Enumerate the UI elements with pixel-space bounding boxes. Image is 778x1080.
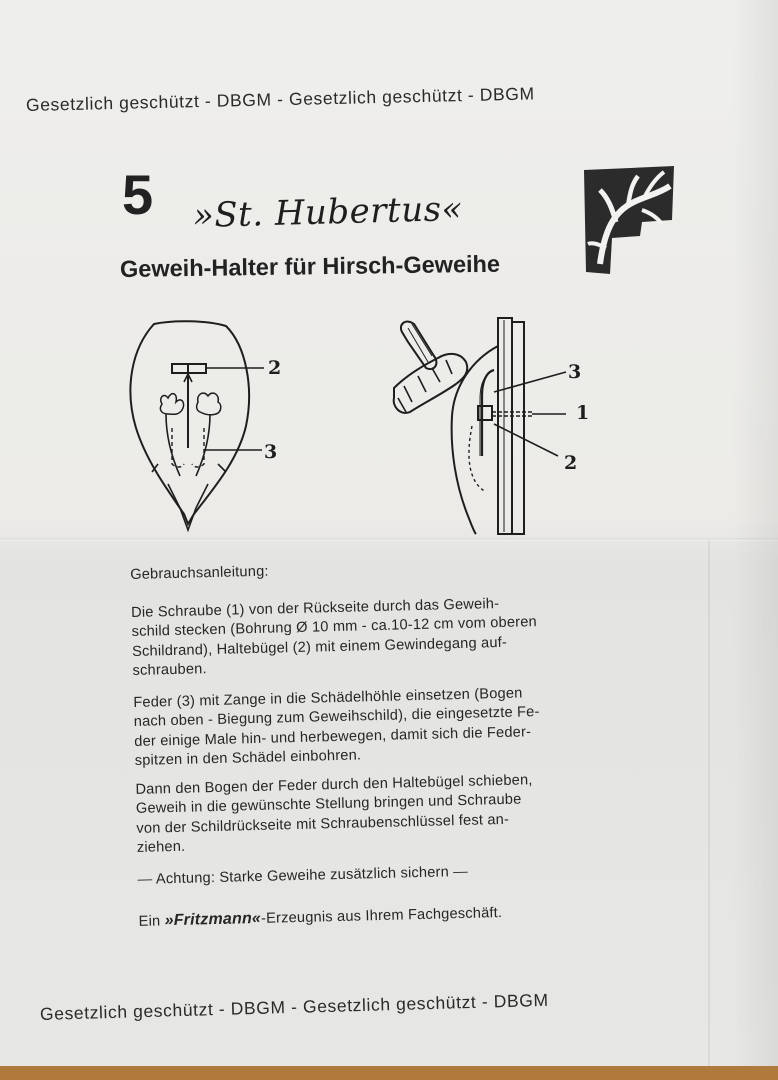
paper-fold-vertical (708, 540, 710, 1080)
footer-suffix: -Erzeugnis aus Ihrem Fachgeschäft. (260, 905, 503, 927)
text-line: Die Schraube (1) von der Rückseite durch das Geweih- (130, 595, 500, 621)
text-line: schild stecken (Bohrung Ø 10 mm - ca.10-12 cm vom oberen (131, 614, 538, 640)
protection-notice-top: Gesetzlich geschützt - DBGM - Gesetzlich geschützt - DBGM (25, 83, 535, 115)
table-surface (0, 1066, 778, 1080)
warning-note: — Achtung: Starke Geweihe zusätzlich sichern — (137, 863, 469, 888)
text-line: spitzen in den Schädel einbohren. (134, 747, 362, 769)
text-line: Dann den Bogen der Feder durch den Haltebügel schieben, (135, 771, 533, 798)
instruction-paragraph-2 (133, 682, 605, 771)
product-name: »St. Hubertus« (192, 188, 464, 236)
usage-instructions (130, 555, 609, 942)
front-label-3: 3 (264, 441, 278, 463)
instruction-paragraph-3 (135, 769, 607, 858)
product-subtitle: Geweih-Halter für Hirsch-Geweihe (119, 250, 501, 282)
instructions-heading: Gebrauchsanleitung: (130, 563, 269, 583)
side-view-diagram (382, 316, 602, 538)
text-line: von der Schildrückseite mit Schraubenschlüssel fest an- (136, 811, 510, 837)
protection-notice-bottom: Gesetzlich geschützt - DBGM - Gesetzlich geschützt - DBGM (39, 989, 549, 1024)
paper-shadow-edge (732, 0, 778, 1080)
front-label-2: 2 (268, 357, 282, 379)
text-line: ziehen. (136, 838, 186, 856)
side-label-2: 2 (564, 452, 578, 474)
text-line: Feder (3) mit Zange in die Schädelhöhle einsetzen (Bogen (133, 684, 523, 711)
side-label-3: 3 (568, 361, 582, 383)
side-label-1: 1 (576, 402, 590, 424)
antler-logo-icon (582, 164, 676, 276)
text-line: Geweih in die gewünschte Stellung bringen und Schraube (135, 791, 522, 817)
front-view-diagram (122, 318, 292, 540)
text-line: nach oben - Biegung zum Geweihschild), die eingesetzte Fe- (133, 704, 540, 730)
manufacturer-note (138, 900, 608, 932)
instruction-paragraph-1 (131, 592, 603, 681)
model-number: 5 (122, 163, 154, 226)
text-line: der einige Male hin- und herbewegen, damit sich die Feder- (134, 723, 532, 750)
text-line: Schildrand), Haltebügel (2) mit einem Gewindegang auf- (131, 634, 508, 660)
footer-prefix: Ein (138, 913, 165, 930)
text-line: schrauben. (132, 661, 207, 679)
brand-name: »Fritzmann« (164, 909, 262, 930)
paper-fold-horizontal (0, 538, 778, 541)
